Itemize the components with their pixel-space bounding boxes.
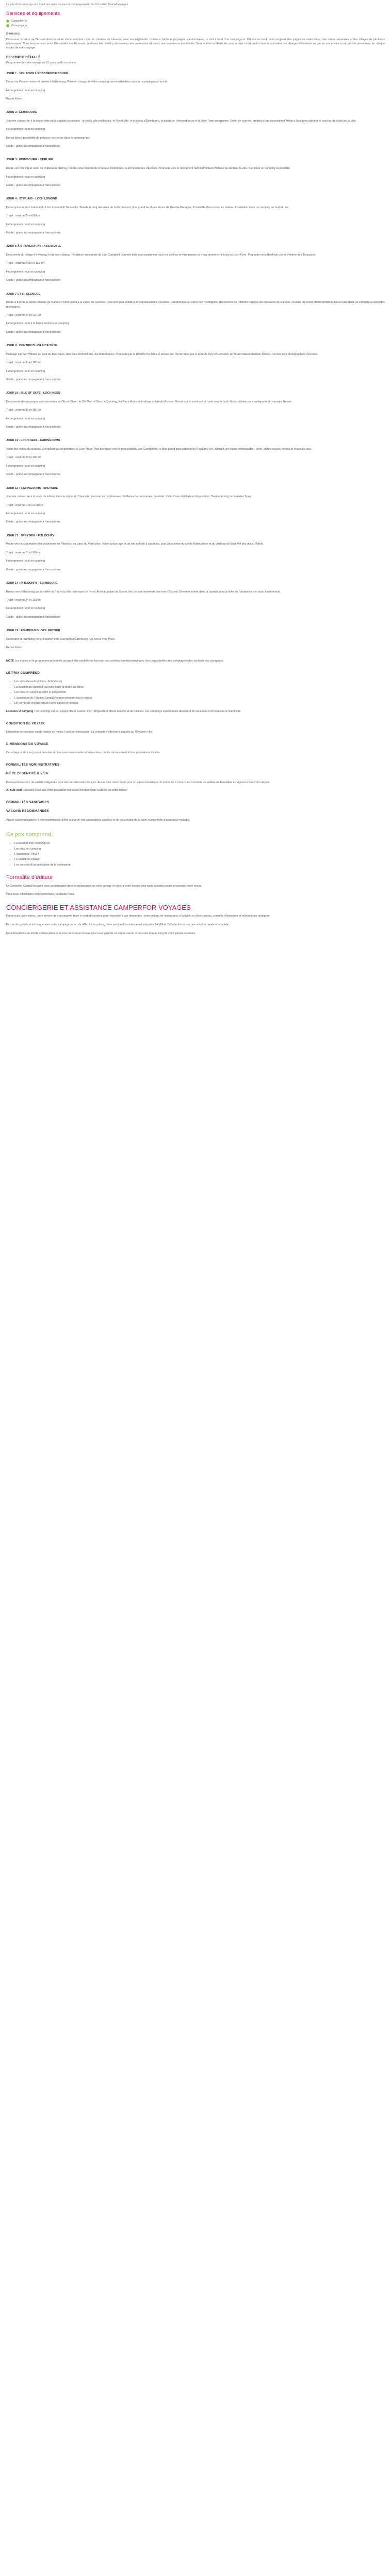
prix-comprend-note bbox=[6, 709, 385, 714]
day-title: JOUR 2 : ÉDIMBOURG bbox=[6, 111, 37, 114]
day-text: Découverte des paysages spectaculaires de l'île de Skye : le Old Man of Storr, le Quiraing, les Fairy Pools et le village coloré de Portree. Retour sur le continent et route vers le Loch Ness, célèbre pour sa légende du monstre Nessie. bbox=[6, 400, 292, 403]
day-block bbox=[6, 344, 385, 382]
day-text: Passage par Fort William au pied du Ben Nevis, plus haut sommet des îles britanniques. Poursuite par la Road to the Isles et arrivée sur l'île de Skye par le pont de Kyle of Lochalsh. Arrêt au château d'Eilean Donan, l'un des plus photographiés d'Écosse. bbox=[6, 352, 318, 356]
day-meta: Hébergement : nuit en camping bbox=[6, 270, 45, 274]
condition-section bbox=[6, 721, 385, 735]
day-block bbox=[6, 110, 385, 148]
page bbox=[0, 0, 391, 948]
service-label: Camping-car bbox=[11, 24, 27, 28]
day-title: JOUR 4 : STIRLING - LOCH LOMOND bbox=[6, 197, 57, 201]
day-text: Journée consacrée à la découverte de la capitale écossaise : la vieille ville médiévale, le Royal Mile, le château d'Édimbourg, le palais de Holyroodhouse et la New Town géorgienne. En fin de journée, profitez d'une ascension d'Arthur's Seat pour admirer le coucher de soleil sur la ville. bbox=[6, 119, 357, 123]
day-meta: Trajet : environ 3h et 160 km bbox=[6, 361, 42, 365]
list-item: • Les vols aller-retour Paris - Édimbourg bbox=[14, 680, 385, 684]
list-item: • L'assistance de l'équipe Camp&Voyages pendant tout le séjour bbox=[14, 696, 385, 700]
day-block bbox=[6, 197, 385, 235]
formalites-heading: FORMALITÉS ADMINISTRATIVES bbox=[6, 762, 60, 767]
attention-label: ATTENTION : bbox=[6, 789, 24, 792]
conciergerie-para: En cas de problème technique avec votre camping-car ou de difficulté sur place, notre service d'assistance est joignable 24h/24 et 7j/7 afin de trouver une solution rapide et adaptée. bbox=[6, 923, 230, 926]
day-text: Découverte du village d'Inveraray et de son château, résidence ancestrale du clan Campbell. Journée libre pour randonner dans les collines environnantes ou vous promener le long du Loch Fyne. Poursuite vers Aberfoyle, porte d'entrée des Trossachs. bbox=[6, 253, 316, 257]
day-title: JOUR 7 ET 8 : GLENCOE bbox=[6, 292, 41, 296]
services-heading: Services et équipements bbox=[6, 11, 60, 17]
day-meta: Hébergement : nuit en camping bbox=[6, 464, 45, 468]
service-item bbox=[6, 24, 385, 28]
descriptif-sub: Programme de votre voyage de 15 jours en Ecotourisme bbox=[6, 61, 76, 65]
day-meta: Guide : guide accompagnateur francophone bbox=[6, 231, 61, 235]
conciergerie-para: Durant tout votre séjour, notre service de conciergerie reste à votre disposition pour répondre à vos demandes : réservations de restaurants, d'activités ou d'excursions, conseils d'itinéraires et informations pratiques. bbox=[6, 914, 270, 918]
day-meta: Guide : guide accompagnateur francophone bbox=[6, 473, 61, 477]
day-text: Départ de Paris en avion et arrivée à Édimbourg. Prise en charge de votre camping-car et installation dans un camping pour la nuit. bbox=[6, 80, 168, 84]
day-meta: Guide : guide accompagnateur francophone bbox=[6, 378, 61, 381]
formalite-editeur-heading: Formalité d'éditeur bbox=[6, 874, 53, 881]
day-meta: Repas libres, possibilité de préparer vos repas dans le camping-car bbox=[6, 136, 89, 140]
day-meta: Trajet : environ 2h et 100 km bbox=[6, 456, 42, 460]
descriptif-heading: DESCRIPTIF DÉTAILLÉ bbox=[6, 56, 41, 59]
day-text: Visite des ruines du château d'Urquhart qui surplombent le Loch Ness. Puis traversée vers le parc national des Cairngorms, le plus grand parc national du Royaume-Uni, abritant une faune remarquable : cerfs, aigles royaux, rennes et écureuils roux. bbox=[6, 448, 312, 451]
prix-comprend-section bbox=[6, 671, 385, 714]
day-meta: Hébergement : nuit en camping bbox=[6, 417, 45, 420]
day-meta: Guide : guide accompagnateur francophone bbox=[6, 330, 61, 334]
day-block bbox=[6, 72, 385, 101]
day-block bbox=[6, 534, 385, 572]
day-meta: Trajet : environ 2h et 60 km bbox=[6, 214, 40, 218]
day-block bbox=[6, 244, 385, 282]
day-meta: Trajet : environ 2h et 90 km bbox=[6, 551, 40, 554]
day-meta: Repas libres bbox=[6, 646, 22, 650]
formalites-sub: PIÈCE D'IDENTITÉ & VISA bbox=[6, 772, 48, 776]
day-title: JOUR 10 : ISLE OF SKYE - LOCH NESS bbox=[6, 392, 60, 395]
conciergerie-heading: CONCIERGERIE ET ASSISTANCE CAMPERFOR VOYAGES bbox=[6, 903, 191, 911]
conciergerie-para: Nous travaillons en étroite collaboration avec nos partenaires locaux pour vous garantir un séjour serein et sécurisé tout au long de votre périple écossais. bbox=[6, 932, 196, 936]
day-text: Route à travers la lande désolée de Rannoch Moor jusqu'à la vallée de Glencoe, l'une des plus célèbres et spectaculaires d'Écosse. Randonnées au cœur des montagnes, découverte de l'histoire tragique du massacre de Glencoe et visite du centre d'interprétation. Deux nuits dans un camping au pied des montagnes. bbox=[6, 301, 385, 309]
day-meta: Trajet : environ 2h30 et 110 km bbox=[6, 262, 45, 265]
condition-heading: CONDITION DE VOYAGE bbox=[6, 721, 46, 725]
day-title: JOUR 11 : LOCH NESS - CAIRNGORMS bbox=[6, 439, 60, 443]
remarque-text: Les étapes et le programme présentés peuvent être modifiés en fonction des conditions météorologiques, des disponibilités des campings et des souhaits des voyageurs. bbox=[14, 659, 224, 663]
prix-comprend-list bbox=[6, 680, 385, 705]
day-title: JOUR 15 : ÉDIMBOURG - VOL RETOUR bbox=[6, 629, 60, 633]
day-title: JOUR 3 : ÉDIMBOURG - STIRLING bbox=[6, 158, 54, 162]
list-item: • Un carnet de voyage détaillé avec cartes et conseils bbox=[14, 701, 385, 705]
day-title: JOUR 13 : SPEYSIDE - PITLOCHRY bbox=[6, 534, 55, 537]
day-meta: Guide : guide accompagnateur francophone bbox=[6, 145, 61, 148]
day-meta: Trajet : environ 1h30 et 60 km bbox=[6, 503, 43, 507]
day-block bbox=[6, 629, 385, 650]
day-text: Route vers Stirling et visite du château de Stirling, l'un des plus importants châteaux historiques et architecturaux d'Écosse. Poursuite vers le monument national William Wallace qui domine la ville. Nuit dans un camping à proximité. bbox=[6, 167, 291, 171]
day-title: JOUR 1 : VOL POUR L'ÉCOSSE/ÉDIMBOURG bbox=[6, 72, 69, 75]
day-title: JOUR 14 : PITLOCHRY - ÉDIMBOURG bbox=[6, 581, 58, 585]
day-text: Retour vers Édimbourg par la vallée du Tay et la ville historique de Perth. Arrêt au palais de Scone, lieu de couronnement des rois d'Écosse. Dernière soirée dans la capitale pour profiter de l'ambiance des pubs traditionnels. bbox=[6, 590, 281, 594]
day-meta: Hébergement : nuit en camping bbox=[6, 560, 45, 563]
ce-prix-list bbox=[6, 841, 385, 867]
day-meta: Trajet : environ 3h et 180 km bbox=[6, 409, 42, 412]
formalites-text: Passeport en cours de validité obligatoire pour les ressortissants français. Aucun visa n'est requis pour un séjour touristique de moins de 6 mois. Il est conseillé de vérifier les formalités en vigueur avant votre départ. bbox=[6, 781, 270, 784]
list-item: • La location du camping-car pour toute la durée du séjour bbox=[14, 685, 385, 689]
condition-text: Un permis de conduire valide depuis au moins 2 ans est nécessaire. La conduite s'effectue à gauche au Royaume-Uni. bbox=[6, 731, 153, 734]
list-item: • Les nuits en camping bbox=[14, 847, 385, 851]
prix-comprend-heading: LE PRIX COMPREND bbox=[6, 671, 40, 675]
day-block bbox=[6, 438, 385, 477]
day-meta: Guide : guide accompagnateur francophone bbox=[6, 568, 61, 571]
day-meta: Guide : guide accompagnateur francophone bbox=[6, 183, 61, 187]
day-text: Départ pour le parc national du Loch Lomond & Trossachs. Balade le long des rives du Loch Lomond, plus grand lac d'eau douce de Grande-Bretagne. Possibilité d'excursion en bateau. Installation dans un camping au bord du lac. bbox=[6, 206, 289, 209]
day-title: JOUR 12 : CAIRNGORMS - SPEYSIDE bbox=[6, 486, 58, 490]
attention-text: assurez-vous que votre passeport est valide pendant toute la durée de votre séjour. bbox=[24, 789, 127, 792]
sante-text: Aucun vaccin obligatoire. Il est recommandé d'être à jour de vos vaccinations usuelles et de vous munir de la carte européenne d'assurance maladie. bbox=[6, 818, 190, 822]
remarque bbox=[6, 659, 385, 663]
day-title: JOUR 9 : BEN NEVIS - ISLE OF SKYE bbox=[6, 344, 57, 348]
day-text: Restitution du camping-car et transfert vers l'aéroport d'Édimbourg. Vol retour vers Paris. bbox=[6, 637, 116, 641]
list-item: • La location d'un camping-car bbox=[14, 841, 385, 845]
day-meta: Guide : guide accompagnateur francophone bbox=[6, 615, 61, 619]
day-meta: Repas libres bbox=[6, 97, 22, 100]
dimensions-text: Ce voyage a été conçu pour favoriser un tourisme responsable et respectueux de l'environnement et des populations locales. bbox=[6, 751, 160, 755]
dimensions-section bbox=[6, 742, 385, 755]
day-meta: Hébergement : nuit en camping bbox=[6, 512, 45, 515]
day-meta: Guide : guide accompagnateur francophone bbox=[6, 279, 61, 282]
formalite-editeur-text: Le Conseiller Camp&Voyages vous accompagne dans la préparation de votre voyage et reste à votre écoute pour toute question avant et pendant votre séjour. bbox=[6, 885, 202, 888]
day-block bbox=[6, 486, 385, 524]
formalites-attention bbox=[6, 788, 385, 792]
day-text: Journée consacrée à la route du whisky dans la région du Speyside, berceau de nombreuses distilleries de renommée mondiale. Visite d'une distillerie et dégustation. Balade le long de la rivière Spey. bbox=[6, 495, 252, 499]
day-meta: Hébergement : nuit en camping bbox=[6, 607, 45, 611]
conciergerie-body bbox=[6, 914, 385, 936]
day-block bbox=[6, 158, 385, 188]
day-text: Route vers la charmante ville victorienne de Pitlochry, au cœur du Perthshire. Visite du barrage et de son échelle à saumons, puis découverte du col de Killiecrankie et du château de Blair, fief des ducs d'Atholl. bbox=[6, 543, 264, 546]
day-meta: Hébergement : nuit en camping bbox=[6, 223, 45, 226]
service-item bbox=[6, 19, 385, 23]
bienvenu-heading: Bienvenu bbox=[6, 31, 21, 36]
day-meta: Hébergement : nuit à la ferme ou dans un camping bbox=[6, 322, 69, 326]
dimensions-heading: DIMENSIONS DU VOYAGE bbox=[6, 742, 48, 746]
day-block bbox=[6, 581, 385, 619]
day-title: JOUR 5 À 6 : INVERARAY - ABERFOYLE bbox=[6, 245, 62, 248]
note-label: Location et camping : bbox=[6, 710, 35, 714]
list-item: • Les conseils d'un spécialiste de la destination bbox=[14, 863, 385, 867]
list-item: • Les nuits en camping selon le programme bbox=[14, 690, 385, 694]
day-meta: Hébergement : nuit en camping bbox=[6, 369, 45, 373]
day-meta: Hébergement : nuit en camping bbox=[6, 175, 45, 179]
day-meta: Guide : guide accompagnateur francophone bbox=[6, 520, 61, 524]
day-meta: Hébergement : nuit en camping bbox=[6, 128, 45, 131]
sante-heading: FORMALITÉS SANITAIRES bbox=[6, 800, 50, 804]
formalites-section bbox=[6, 762, 385, 793]
day-meta: Trajet : environ 2h et 110 km bbox=[6, 598, 42, 602]
check-icon bbox=[6, 20, 9, 23]
remarque-title: NOTE bbox=[6, 659, 14, 663]
days-list bbox=[6, 72, 385, 650]
day-block bbox=[6, 391, 385, 429]
check-icon bbox=[6, 24, 9, 27]
sante-sub: VACCINS RECOMMANDÉS bbox=[6, 809, 49, 814]
day-block bbox=[6, 292, 385, 335]
service-label: Conseiller(e) bbox=[11, 19, 27, 23]
day-meta: Hébergement : nuit en camping bbox=[6, 89, 45, 92]
list-item: • L'assistance 24h/24 bbox=[14, 852, 385, 856]
intro-line: Le prix d'un camping-car / 2 à 4 ans avec ou sans accompagnement du Conseiller Camp&Voyages bbox=[6, 3, 128, 6]
ce-prix-heading: Ce prix comprend bbox=[6, 832, 51, 838]
list-item: • Le carnet de voyage bbox=[14, 857, 385, 861]
note-text: Le camping-car est équipé d'une cuisine, d'un réfrigérateur, d'une douche et de toilettes. Les campings sélectionnés disposent de sanitaires et d'un accès à l'électricité. bbox=[36, 710, 241, 714]
bienvenu-text: Découvrez le cœur de l'Écosse dans le cadre d'une aventure riche en chemins de traverse, avec ses Highlands, châteaux, lochs et paysages spectaculaires, le tout à bord d'un camping-car. Du sud au nord, vous longerez des plages de sable blanc, des routes sinueuses et des villages de pêcheurs pittoresques. Vous rencontrerez aussi l'hospitalité des Écossais, goûterez leur whisky, découvrirez leur patrimoine et vivrez une expérience inoubliable. Sans oublier la liberté de vous arrêter où et quand vous le souhaitez, de changer d'itinéraire au gré de vos envies et de profiter pleinement de chaque instant de votre voyage. bbox=[6, 38, 385, 50]
formalite-editeur-text2: Pour toute information complémentaire, contactez-nous. bbox=[6, 892, 75, 896]
day-meta: Trajet : environ 2h et 120 km bbox=[6, 313, 42, 317]
sante-section bbox=[6, 800, 385, 823]
day-meta: Guide : guide accompagnateur francophone bbox=[6, 426, 61, 429]
